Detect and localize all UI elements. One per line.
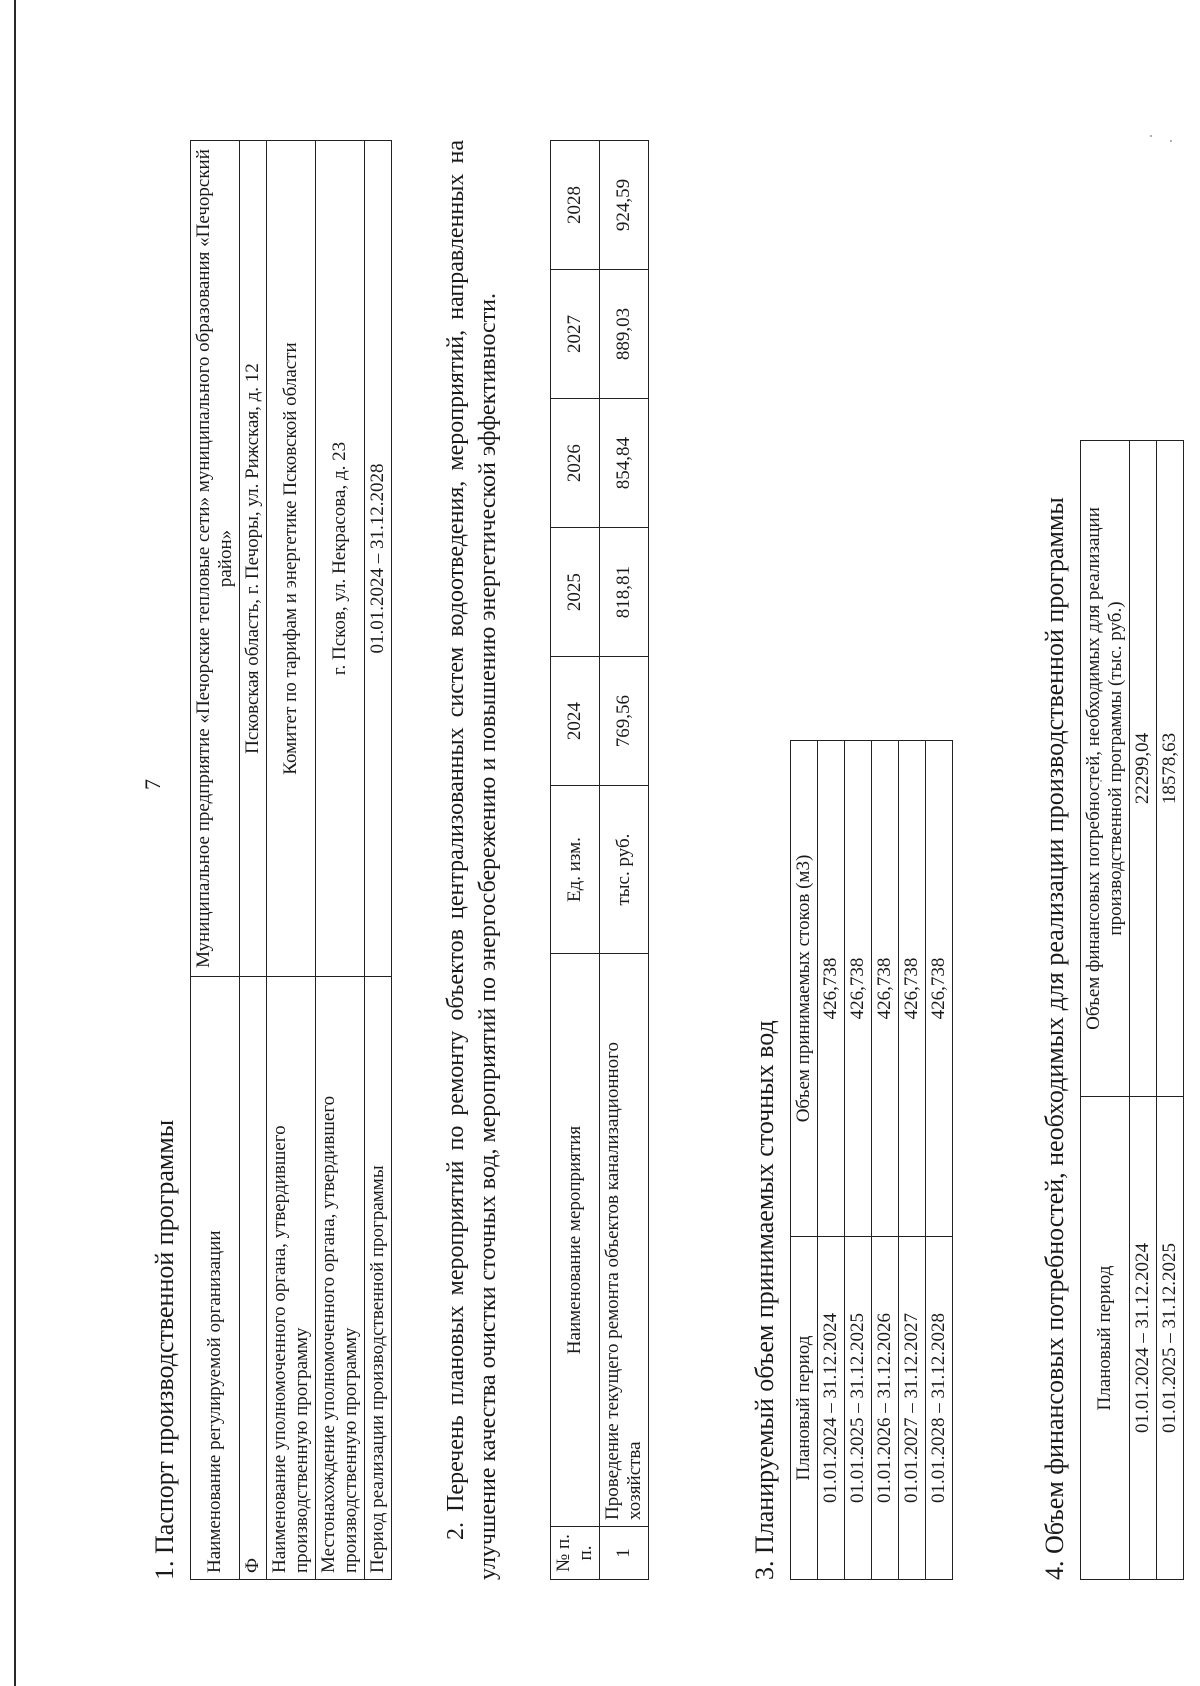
table-row [600,141,649,1580]
col-header: 2025 [551,528,600,657]
table-cell: 01.01.2025 – 31.12.2025 [1157,1097,1184,1580]
table-cell: 769,56 [600,657,649,786]
table-cell: 01.01.2028 – 31.12.2028 [926,1237,953,1580]
table-cell: 426,738 [845,741,872,1237]
scan-edge [14,0,16,1686]
rotated-page [140,20,1200,1580]
section3-title: 3. Планируемый объем принимаемых сточных вод [750,1020,779,1580]
table-header-row [1081,441,1130,1580]
section1-title: 1. Паспорт производственной программы [150,1119,179,1580]
passport-value: Комитет по тарифам и энергетике Псковской области [267,141,316,977]
col-header: Наименование мероприятия [551,954,600,1527]
passport-label: Наименование уполномоченного органа, утвердившего производственную программу [267,977,316,1580]
table-row [926,741,953,1580]
passport-label: Наименование регулируемой организации [191,977,240,1580]
table-cell: 426,738 [818,741,845,1237]
col-header: Ед. изм. [551,786,600,954]
table-row [267,141,316,1580]
col-header: 2024 [551,657,600,786]
table-row [240,141,267,1580]
table-cell: Проведение текущего ремонта объектов канализационного хозяйства [600,954,649,1527]
passport-label: Период реализации производственной программы [365,977,392,1580]
measures-table [550,140,649,1580]
table-cell: 426,738 [926,741,953,1237]
col-header: Объем финансовых потребностей, необходимых для реализации производственной программы (тыс. руб.) [1081,441,1130,1097]
table-cell: 01.01.2027 – 31.12.2027 [899,1237,926,1580]
passport-value: 01.01.2024 – 31.12.2028 [365,141,392,977]
finance-table [1080,440,1184,1580]
table-cell: 01.01.2024 – 31.12.2024 [1130,1097,1157,1580]
table-header-row [791,741,818,1580]
table-row [1130,441,1157,1580]
table-cell: 18578,63 [1157,441,1184,1097]
col-header: 2026 [551,399,600,528]
table-row [1157,441,1184,1580]
table-cell: 22299,04 [1130,441,1157,1097]
table-row [365,141,392,1580]
table-row [818,741,845,1580]
page-number: 7 [140,779,165,790]
volume-table [790,740,953,1580]
col-header: 2027 [551,270,600,399]
table-cell: 1 [600,1527,649,1580]
section2-title [440,140,504,1580]
passport-label: Ф [240,977,267,1580]
passport-value: Псковская область, г. Печоры, ул. Рижская, д. 12 [240,141,267,977]
passport-value: г. Псков, ул. Некрасова, д. 23 [316,141,365,977]
table-cell: 818,81 [600,528,649,657]
table-cell: 426,738 [899,741,926,1237]
section4-title: 4. Объем финансовых потребностей, необходимых для реализации производственной программы [1040,497,1069,1580]
table-header-row [551,141,600,1580]
col-header: Объем принимаемых стоков (м3) [791,741,818,1237]
passport-label: Местонахождение уполномоченного органа, утвердившего производственную программу [316,977,365,1580]
table-cell: 854,84 [600,399,649,528]
col-header: Плановый период [791,1237,818,1580]
table-cell: тыс. руб. [600,786,649,954]
table-cell: 01.01.2024 – 31.12.2024 [818,1237,845,1580]
table-cell: 426,738 [872,741,899,1237]
passport-value: Муниципальное предприятие «Печорские тепловые сети» муниципального образования «Печорский район» [191,141,240,977]
table-row [899,741,926,1580]
table-row [872,741,899,1580]
table-cell: 01.01.2026 – 31.12.2026 [872,1237,899,1580]
table-cell: 924,59 [600,141,649,270]
table-row [845,741,872,1580]
table-cell: 01.01.2025 – 31.12.2025 [845,1237,872,1580]
col-header: Плановый период [1081,1097,1130,1580]
col-header: № п. п. [551,1527,600,1580]
section2-title-text: 2. Перечень плановых мероприятий по ремонту объектов централизованных систем водоотведения, мероприятий, направленных на улучшение качества очистки сточных вод, мероприятий по энергосбережению и повышению энергетической эффективности. [443,140,501,1580]
table-cell: 889,03 [600,270,649,399]
table-row [316,141,365,1580]
col-header: 2028 [551,141,600,270]
table-row [191,141,240,1580]
passport-table [190,140,392,1580]
